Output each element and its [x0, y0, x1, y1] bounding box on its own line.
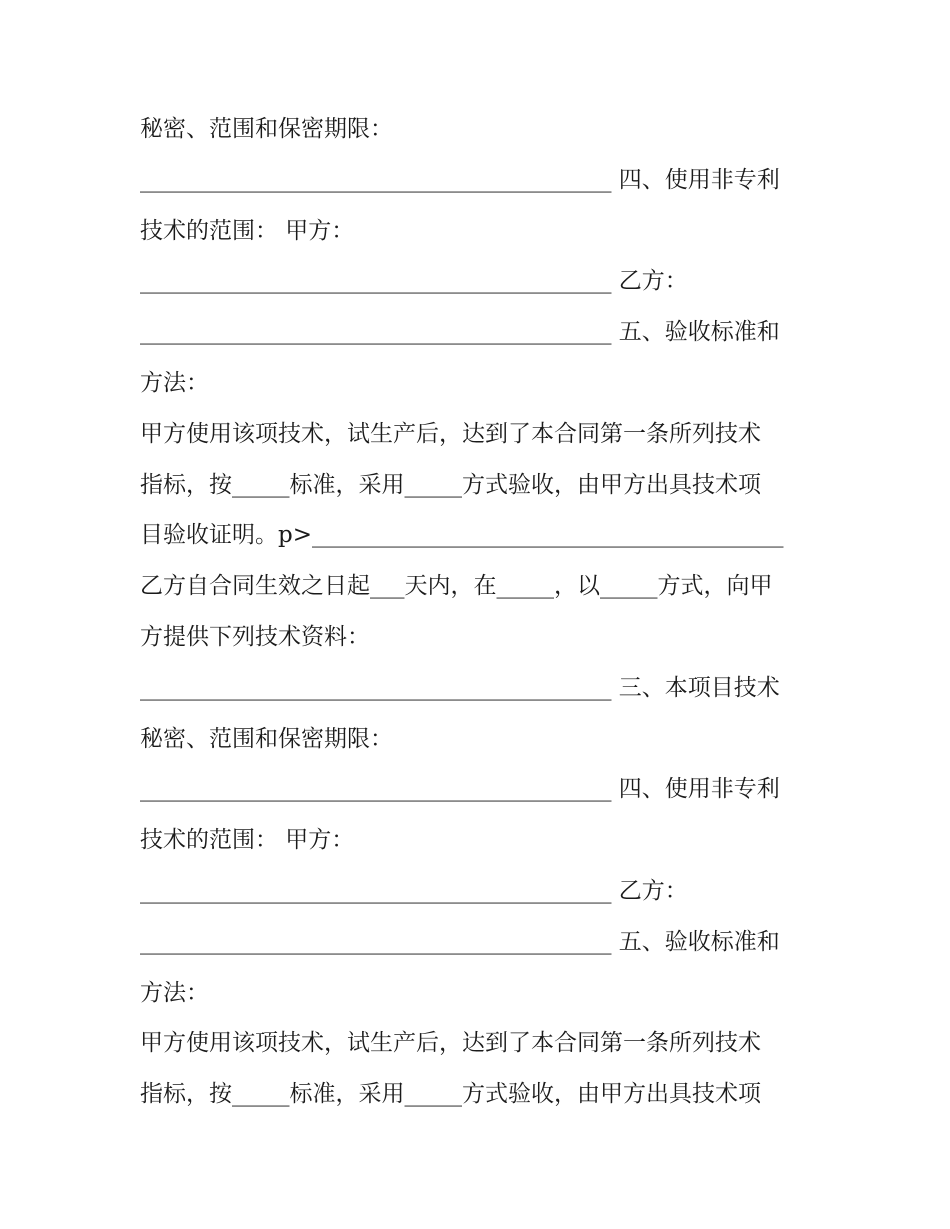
- text-line: 甲方使用该项技术，试生产后，达到了本合同第一条所列技术: [140, 1030, 761, 1057]
- text-line: 指标，按_____标准，采用_____方式验收，由甲方出具技术项: [140, 471, 761, 498]
- text-line: 甲方使用该项技术，试生产后，达到了本合同第一条所列技术: [140, 420, 761, 447]
- text-line: _________________________________________ 五、验收标准和: [140, 319, 780, 346]
- text-line: 目验收证明。p>_________________________________________: [140, 522, 784, 549]
- text-line: 技术的范围： 甲方：: [140, 827, 355, 854]
- text-line: 秘密、范围和保密期限：: [140, 725, 393, 752]
- text-line: 方法：: [140, 369, 209, 396]
- document-body: [140, 104, 830, 1120]
- text-line: 秘密、范围和保密期限：: [140, 116, 393, 142]
- text-line: _________________________________________ 乙方：: [140, 268, 688, 295]
- text-line: 乙方自合同生效之日起___天内，在_____，以_____方式，向甲: [140, 573, 773, 600]
- text-line: _________________________________________ 四、使用非专利: [140, 166, 780, 193]
- text-line: 指标，按_____标准，采用_____方式验收，由甲方出具技术项: [140, 1081, 761, 1108]
- text-line: _________________________________________ 三、本项目技术: [140, 674, 780, 701]
- text-line: _________________________________________ 五、验收标准和: [140, 928, 780, 955]
- text-line: _________________________________________ 四、使用非专利: [140, 776, 780, 803]
- text-line: 技术的范围： 甲方：: [140, 217, 355, 244]
- text-line: 方提供下列技术资料：: [140, 623, 370, 650]
- text-line: 方法：: [140, 979, 209, 1006]
- text-line: _________________________________________ 乙方：: [140, 877, 688, 904]
